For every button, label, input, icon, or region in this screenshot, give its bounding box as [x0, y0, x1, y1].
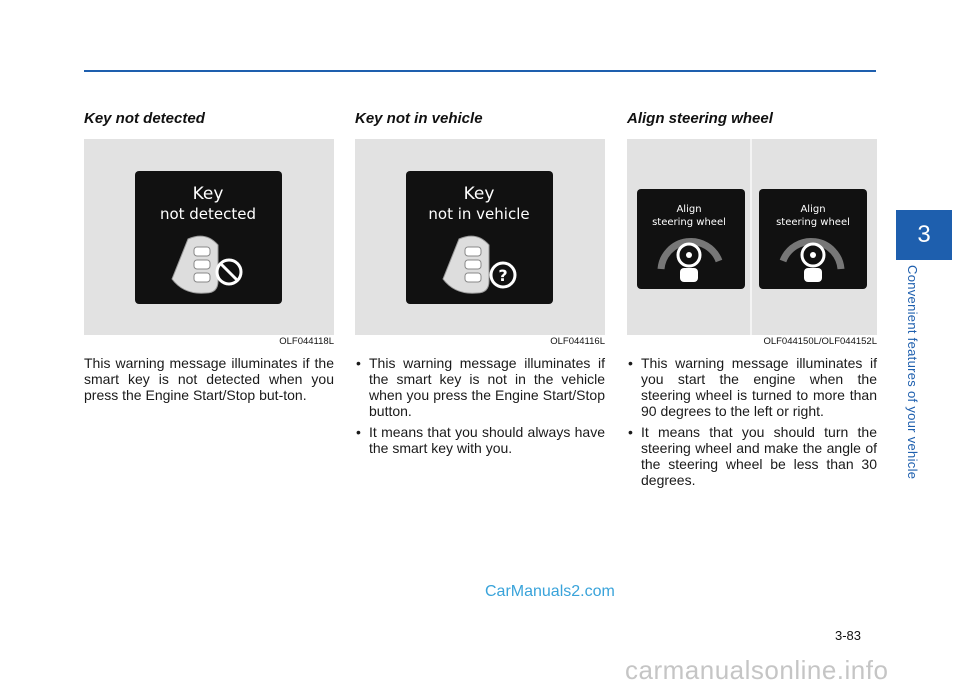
bullet-list — [355, 355, 605, 456]
section-key-not-in-vehicle — [355, 110, 605, 461]
bullet-item: • This warning message illuminates if you start the engine when the steering wheel is turned to more than 90 degrees to the left or right. — [627, 355, 877, 419]
chapter-tab: 3 — [896, 210, 952, 260]
header-rule — [84, 70, 876, 72]
display-line-1: Align — [800, 204, 826, 215]
display-line-1: Key — [463, 184, 495, 204]
description-paragraph: This warning message illuminates if the smart key is not detected when you press the Engine Start/Stop but-ton. — [84, 355, 334, 403]
display-line-2: not detected — [159, 205, 257, 223]
image-code: OLF044116L — [550, 336, 605, 347]
display-line-1: Align — [676, 204, 702, 215]
display-line-1: Key — [192, 184, 224, 204]
section-heading: Key not detected — [84, 110, 205, 127]
section-heading: Align steering wheel — [627, 110, 773, 127]
display-left — [637, 189, 745, 289]
watermark-link[interactable]: CarManuals2.com — [485, 583, 615, 600]
chapter-title — [905, 265, 926, 495]
question-mark-icon — [491, 263, 515, 287]
display-line-2: steering wheel — [776, 217, 850, 228]
image-code: OLF044118L — [279, 336, 334, 347]
chapter-title-text: Convenient features of your vehicle — [905, 265, 920, 480]
page-number: 3-83 — [835, 628, 862, 643]
car-icon — [680, 268, 698, 282]
align-steering-wheel-figure — [627, 139, 877, 335]
image-code: OLF044150L/OLF044152L — [763, 336, 877, 347]
bullet-item: • This warning message illuminates if the smart key is not in the vehicle when you press the Engine Start/Stop button. — [355, 355, 605, 419]
watermark-footer: carmanualsonline.info — [625, 655, 889, 685]
bullet-item: • It means that you should turn the steering wheel and make the angle of the steering wheel be less than 30 degrees. — [627, 424, 877, 488]
svg-text:?: ? — [498, 266, 508, 285]
key-not-in-vehicle-figure — [355, 139, 605, 335]
section-heading: Key not in vehicle — [355, 110, 483, 127]
display-line-2: not in vehicle — [428, 205, 530, 223]
car-icon — [804, 268, 822, 282]
display-line-2: steering wheel — [652, 217, 726, 228]
bullet-list — [627, 355, 877, 488]
key-not-detected-figure — [84, 139, 334, 335]
section-key-not-detected — [84, 110, 334, 403]
display-right — [759, 189, 867, 289]
bullet-item: • It means that you should always have the smart key with you. — [355, 424, 605, 456]
section-align-steering-wheel — [627, 110, 877, 493]
prohibited-icon — [217, 260, 241, 284]
